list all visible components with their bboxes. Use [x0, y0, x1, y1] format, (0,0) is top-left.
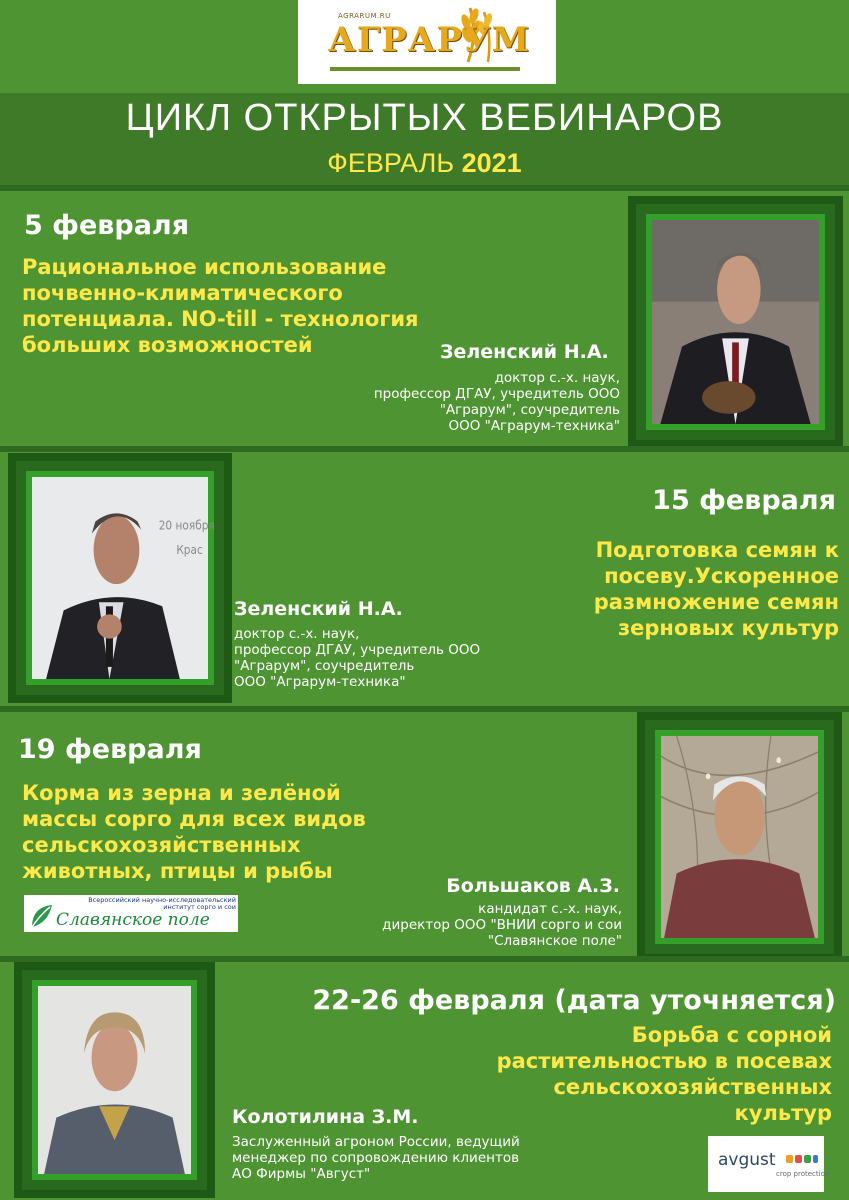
subtitle-month: ФЕВРАЛЬ [327, 148, 455, 178]
speaker-name: Зеленский Н.А. [440, 341, 609, 363]
event-topic: Борьба с сорной растительностью в посевах сельскохозяйственных культур [496, 1023, 832, 1125]
speaker-description: Заслуженный агроном России, ведущий менеджер по сопровождению клиентов АО Фирмы "Август" [232, 1134, 520, 1182]
event-topic: Корма из зерна и зелёной массы сорго для всех видов сельскохозяйственных животных, птицы и рыбы [22, 781, 366, 883]
logo-url-text: AGRARUM.RU [338, 12, 391, 20]
speaker-name: Колотилина З.М. [232, 1106, 419, 1128]
logo-wordmark: АГРАРУМ [328, 20, 531, 60]
dots-icon [786, 1155, 818, 1165]
divider [0, 185, 849, 191]
speaker-description: доктор с.-х. наук, профессор ДГАУ, учредитель ООО "Аграрум", соучредитель ООО "Аграрум-техника" [234, 626, 481, 690]
partner-name: Славянское поле [56, 910, 210, 930]
event-topic: Рациональное использование почвенно-климатического потенциала. NO-till - технология больших возможностей [22, 255, 419, 357]
avgust-logo [708, 1136, 830, 1192]
speaker-name: Зеленский Н.А. [234, 598, 403, 620]
event-date: 15 февраля [652, 485, 836, 516]
speaker-description: доктор с.-х. наук, профессор ДГАУ, учредитель ООО "Аграрум", соучредитель ООО "Аграрум-техника" [373, 370, 620, 434]
partner-name: avgust [718, 1150, 776, 1170]
photo-background-text: Крас [176, 542, 203, 557]
divider [0, 446, 849, 452]
photo-background-text: 20 ноября [158, 517, 215, 533]
event-date: 22-26 февраля (дата уточняется) [312, 985, 836, 1016]
leaf-icon [28, 901, 54, 929]
event-date: 5 февраля [24, 210, 190, 241]
page-title: ЦИКЛ ОТКРЫТЫХ ВЕБИНАРОВ [125, 97, 724, 139]
logo-underline [330, 67, 520, 71]
speaker-photo [661, 736, 818, 938]
speaker-photo-frame [637, 712, 842, 962]
page-subtitle [0, 148, 849, 179]
speaker-description: кандидат с.-х. наук, директор ООО "ВНИИ сорго и сои "Славянское поле" [382, 901, 622, 949]
speaker-photo [32, 477, 215, 679]
slavyanskoe-pole-logo: Всероссийский научно-исследовательский институт сорго и сои Славянское поле [24, 895, 238, 932]
speaker-photo-frame [14, 962, 215, 1198]
event-topic: Подготовка семян к посеву.Ускоренное размножение семян зерновых культур [593, 538, 839, 640]
partner-tagline: crop protection [776, 1170, 830, 1178]
speaker-name: Большаков А.З. [446, 875, 620, 897]
speaker-photo-frame [8, 453, 232, 703]
event-date: 19 февраля [18, 734, 202, 765]
speaker-photo-frame [628, 196, 843, 448]
subtitle-year: 2021 [461, 148, 522, 178]
speaker-photo [38, 986, 191, 1174]
agrarum-logo [298, 0, 556, 84]
speaker-photo [652, 220, 819, 424]
